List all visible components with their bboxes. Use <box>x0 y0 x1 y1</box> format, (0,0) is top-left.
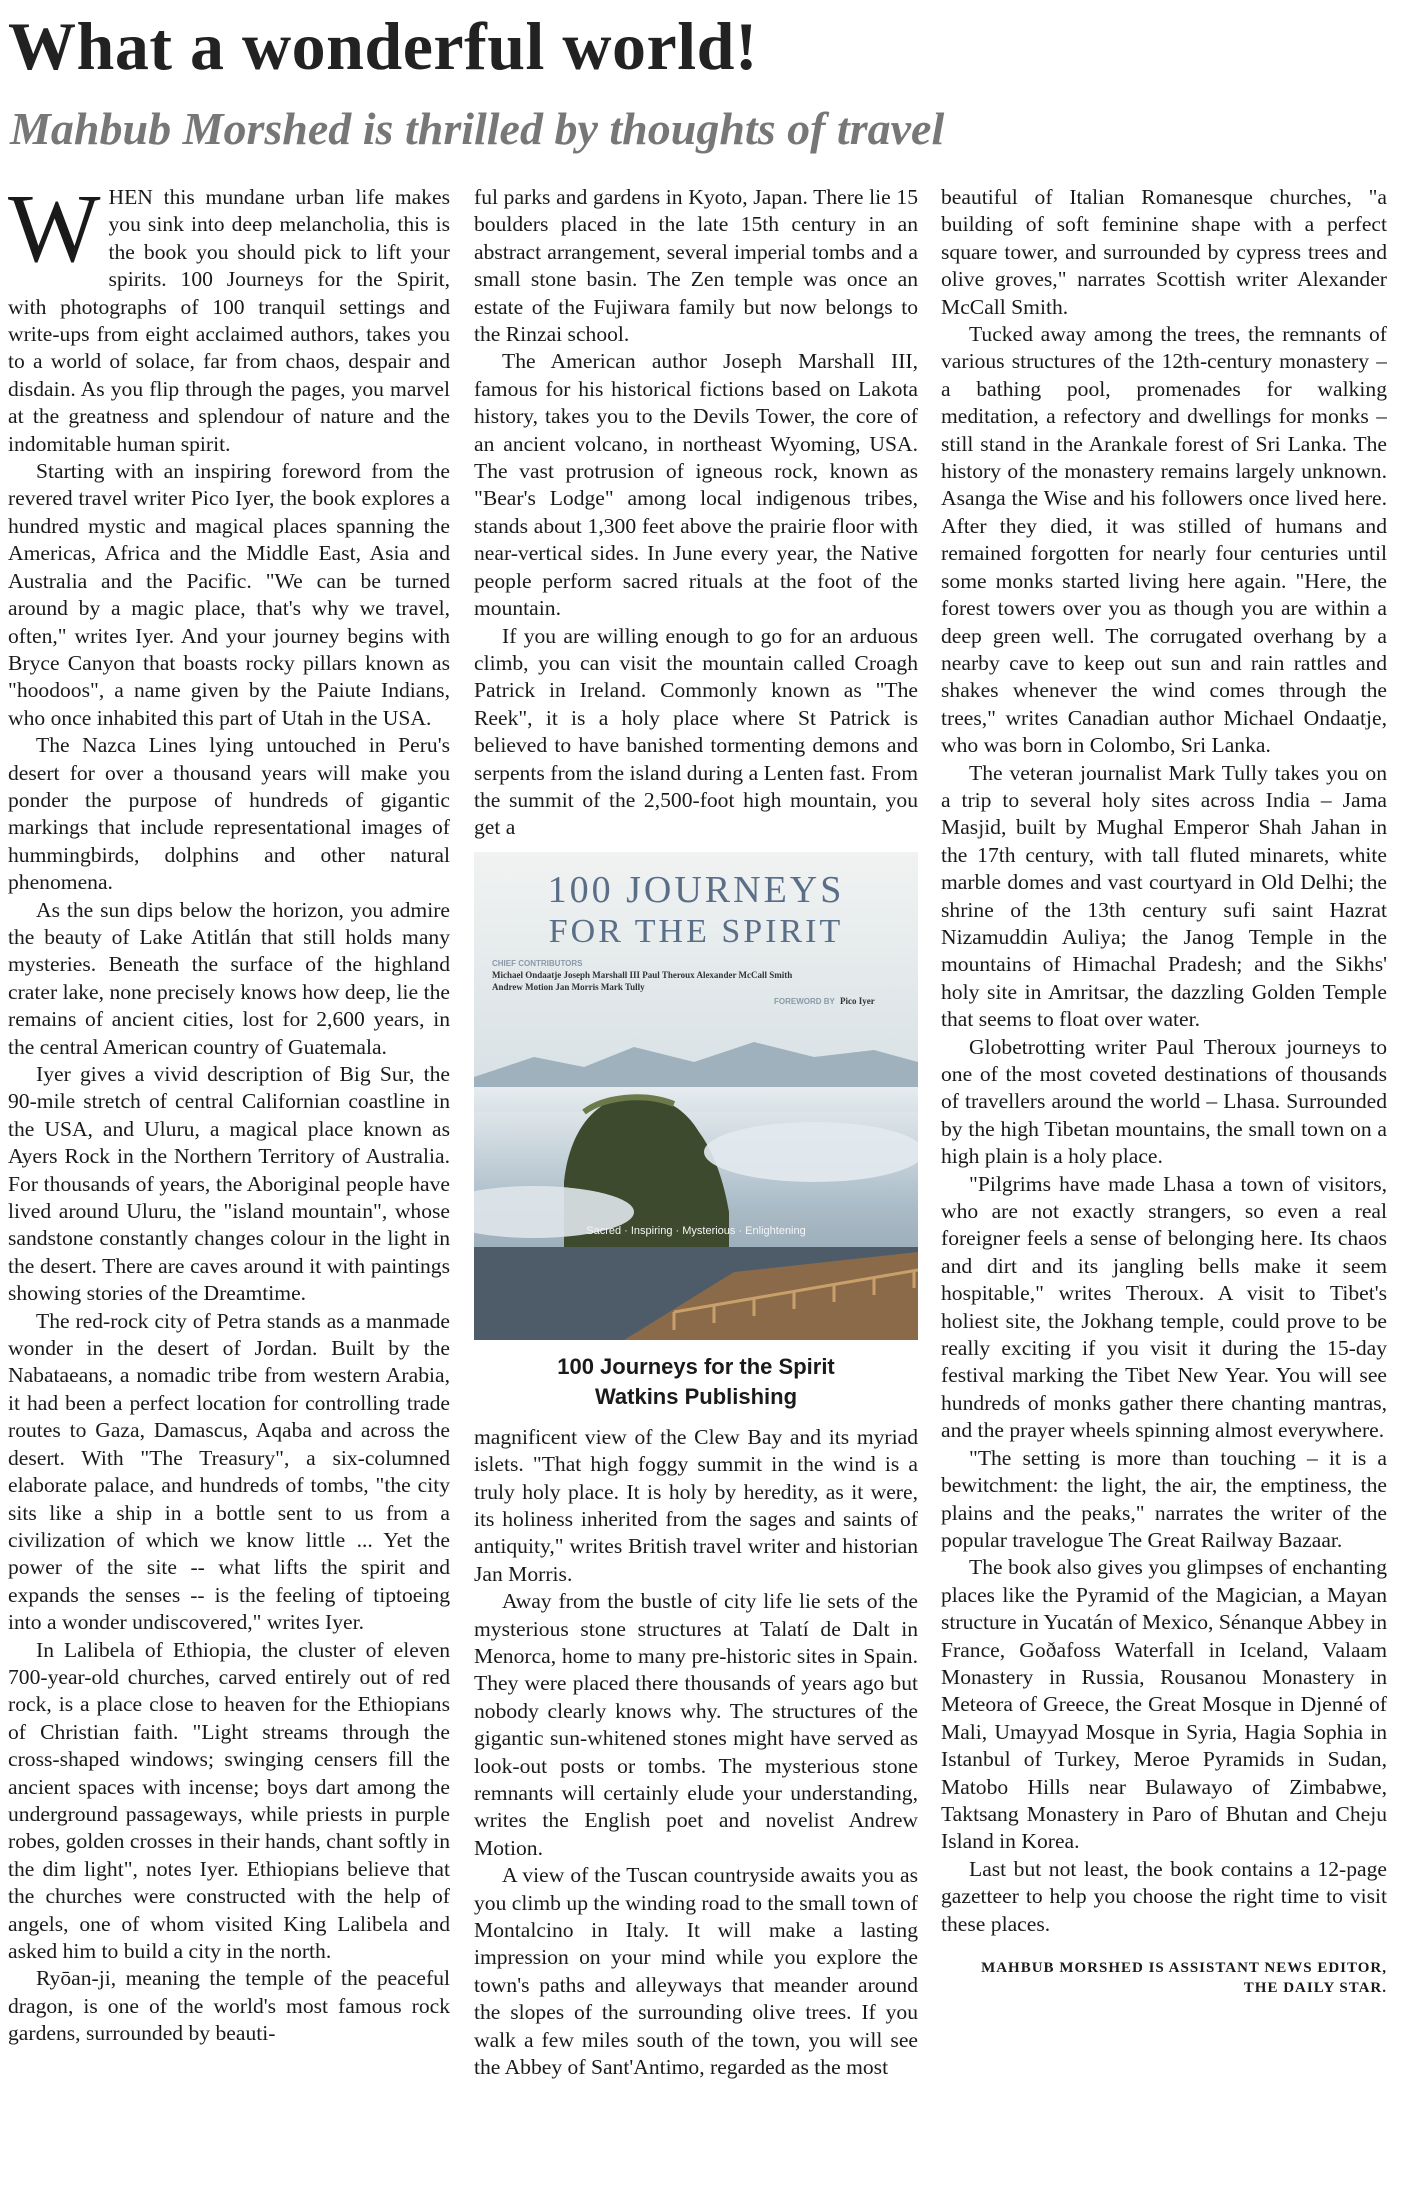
paragraph: Away from the bustle of city life lie sets of the mysterious stone structures at Talatí de Dalt in Menorca, home to many pre-historic sites in Spain. They were placed there thousands of years ago but nobody clearly knows why. The structures of the gigantic sun-whitened stones might have served as look-out posts or tombs. The mysterious stone remnants will certainly elude your understanding, writes the English poet and novelist Andrew Motion. <box>474 1589 918 1860</box>
paragraph: In Lalibela of Ethiopia, the cluster of eleven 700-year-old churches, carved entirely out of red rock, is a place close to heaven for the Ethiopians of Christian faith. "Light streams through the cross-shaped windows; swinging censers fill the ancient spaces with incense; boys dart among the underground passageways, while priests in purple robes, golden crosses in their hands, chant softly in the dim light", notes Iyer. Ethiopians believe that the churches were constructed with the help of angels, one of whom visited King Lalibela and asked him to build a city in the north. <box>8 1637 450 1963</box>
author-credit <box>941 1958 1387 1998</box>
caption-publisher: Watkins Publishing <box>594 1383 798 1409</box>
paragraph: The Nazca Lines lying untouched in Peru's desert for over a thousand years will make you ponder the purpose of hundreds of gigantic markings that include representational images of hummingbirds, dolphins and other natural phenomena. <box>8 733 450 895</box>
paragraph: "Pilgrims have made Lhasa a town of visitors, who are not exactly strangers, so even a real foreigner feels a sense of belonging here. Its chaos and dirt and its jangling bells make it seem hospitable," writes Theroux. A visit to Tibet's holiest site, the Jokhang temple, could prove to be really exciting if you visit it during the 15-day festival marking the Tibet New Year. You will see hundreds of monks gather there chanting mantras, and the prayer wheels spinning almost everywhere. <box>941 1171 1387 1443</box>
cover-tagline: Sacred · Inspiring · Mysterious · Enlightening <box>586 1224 806 1237</box>
paragraph: Ryōan-ji, meaning the temple of the peaceful dragon, is one of the world's most famous rock gardens, surrounded by beauti- <box>8 1966 450 2046</box>
paragraph: If you are willing enough to go for an arduous climb, you can visit the mountain called Croagh Patrick in Ireland. Commonly known as "The Reek", it is a holy place where St Patrick is believed to have banished tormenting demons and serpents from the island during a Lenten fast. From the summit of the 2,500-foot high mountain, you get a <box>474 623 918 840</box>
image-caption <box>474 1352 918 1412</box>
paragraph <box>8 184 450 458</box>
paragraph: The red-rock city of Petra stands as a manmade wonder in the desert of Jordan. Built by the Nabataeans, a nomadic tribe from western Arabia, it had been a perfect location for controlling trade routes to Gaza, Damascus, Aqaba and across the desert. With "The Treasury", a six-columned elaborate palace, and hundreds of tombs, "the city sits like a ship in a bottle sent to us from a civilization of which we know little ... Yet the power of the site -- what lifts the spirit and expands the senses -- is the feeling of tiptoeing into a wonder undiscovered," writes Iyer. <box>8 1308 450 1635</box>
paragraph: ful parks and gardens in Kyoto, Japan. There lie 15 boulders placed in the late 15th century in an abstract arrangement, several imperial tombs and a small stone basin. The Zen temple was once an estate of the Fujiwara family but now belongs to the Rinzai school. <box>474 185 918 347</box>
paragraph: The American author Joseph Marshall III, famous for his historical fictions based on Lakota history, takes you to the Devils Tower, the core of an ancient volcano, in northeast Wyoming, USA. The vast protrusion of igneous rock, known as "Bear's Lodge" among local indigenous tribes, stands about 1,300 feet above the prairie floor with near-vertical sides. In June every year, the Native people perform sacred rituals at the foot of the mountain. <box>474 349 918 621</box>
paragraph: Globetrotting writer Paul Theroux journeys to one of the most coveted destinations of thousands of travellers around the world – Lhasa. Surrounded by the high Tibetan mountains, the small town on a high plain is a holy place. <box>941 1034 1387 1169</box>
paragraph-text: HEN this mundane urban life makes you sink into deep melancholia, this is the book you should pick to lift your spirits. 100 Journeys for the Spirit, with photographs of 100 tranquil settings and write-ups from eight acclaimed authors, takes you to a world of solace, far from chaos, despair and disdain. As you flip through the pages, you marvel at the greatness and splendour of nature and the indomitable human spirit. <box>8 185 450 456</box>
paragraph: Starting with an inspiring foreword from the revered travel writer Pico Iyer, the book explores a hundred mystic and magical places spanning the Americas, Africa and the Middle East, Asia and Australia and the Pacific. "We can be turned around by a magic place, that's why we travel, often," writes Iyer. And your journey begins with Bryce Canyon that boasts rocky pillars known as "hoodoos", a name given by the Paiute Indians, who once inhabited this part of Utah in the USA. <box>8 459 450 730</box>
book-cover-image <box>474 852 918 1340</box>
cover-cloud <box>704 1122 918 1182</box>
subhead: Mahbub Morshed is thrilled by thoughts of travel <box>10 103 945 154</box>
paragraph: beautiful of Italian Romanesque churches, "a building of soft feminine shape with a perfect square tower, and surrounded by cypress trees and olive groves," narrates Scottish writer Alexander McCall Smith. <box>941 185 1387 319</box>
paragraph: Tucked away among the trees, the remnants of various structures of the 12th-century monastery – a bathing pool, promenades for walking meditation, a refectory and dwellings for monks – still stand in the Arankale forest of Sri Lanka. The history of the monastery remains largely unknown. Asanga the Wise and his followers once lived here. After they died, it was stilled of humans and remained forgotten for nearly four centuries until some monks started living here again. "Here, the forest towers over you as though you are within a deep green well. The corrugated overhang by a nearby cave to keep out sun and rain rattles and shakes whenever the wind comes through the trees," writes Canadian author Michael Ondaatje, who was born in Colombo, Sri Lanka. <box>941 322 1387 758</box>
paragraph: The veteran journalist Mark Tully takes you on a trip to several holy sites across India – Jama Masjid, built by Mughal Emperor Shah Jahan in the 17th century, with tall fluted minarets, white marble domes and vast courtyard in Old Delhi; the shrine of the 13th century sufi saint Hazrat Nizamuddin Auliya; the Janog Temple in the mountains of Himachal Pradesh; and the Sikhs' holy site in Amritsar, the dazzling Golden Temple that seems to float over water. <box>941 760 1387 1032</box>
credit-line-2: THE DAILY STAR. <box>1243 1980 1387 1996</box>
drop-cap: W <box>8 184 101 283</box>
headline: What a wonderful world! <box>8 8 759 84</box>
cover-contributors-1: Michael Ondaatje Joseph Marshall III Paul Theroux Alexander McCall Smith <box>492 969 793 980</box>
cover-foreword-label: FOREWORD BY <box>774 996 835 1006</box>
paragraph: The book also gives you glimpses of enchanting places like the Pyramid of the Magician, a Mayan structure in Yucatán of Mexico, Sénanque Abbey in France, Goðafoss Waterfall in Iceland, Valaam Monastery in Russia, Rousanou Monastery in Meteora of Greece, the Great Mosque in Djenné of Mali, Umayyad Mosque in Syria, Hagia Sophia in Istanbul of Turkey, Meroe Pyramids in Sudan, Matobo Hills near Bulawayo of Zimbabwe, Taktsang Monastery in Paro of Bhutan and Cheju Island in Korea. <box>941 1555 1387 1854</box>
column-3 <box>941 184 1387 2194</box>
paragraph: As the sun dips below the horizon, you admire the beauty of Lake Atitlán that still holds many mysteries. Beneath the surface of the highland crater lake, none precisely knows how deep, lie the remains of ancient cities, lost for 2,600 years, in the central American country of Guatemala. <box>8 897 450 1059</box>
credit-line-1: MAHBUB MORSHED IS ASSISTANT NEWS EDITOR, <box>981 1960 1387 1976</box>
paragraph: "The setting is more than touching – it is a bewitchment: the light, the air, the emptiness, the plains and the peaks," narrates the writer of the popular travelogue The Great Railway Bazaar. <box>941 1445 1387 1552</box>
cover-chief-label: CHIEF CONTRIBUTORS <box>492 958 583 968</box>
caption-title: 100 Journeys for the Spirit <box>557 1353 835 1379</box>
paragraph: magnificent view of the Clew Bay and its myriad islets. "That high foggy summit in the wind is a truly holy place. It is holy by heredity, as it were, its holiness inherited from the sages and saints of antiquity," writes British travel writer and historian Jan Morris. <box>474 1424 918 1586</box>
cover-title-line2: FOR THE SPIRIT <box>548 912 844 950</box>
column-2 <box>474 184 918 2194</box>
cover-title-line1: 100 JOURNEYS <box>547 868 845 911</box>
paragraph: Iyer gives a vivid description of Big Sur, the 90-mile stretch of central Californian coastline in the USA, and Uluru, a magical place known as Ayers Rock in the Northern Territory of Australia. For thousands of years, the Aboriginal people have lived around Uluru, the "island mountain", whose sandstone constantly changes colour in the light in the desert. There are caves around it with paintings showing stories of the Dreamtime. <box>8 1062 450 1306</box>
paragraph: Last but not least, the book contains a 12-page gazetteer to help you choose the right time to visit these places. <box>941 1856 1387 1936</box>
cover-contributors-2: Andrew Motion Jan Morris Mark Tully <box>492 981 645 992</box>
column-1 <box>8 184 450 2194</box>
cover-foreword-name: Pico Iyer <box>840 995 875 1006</box>
paragraph: A view of the Tuscan countryside awaits you as you climb up the winding road to the small town of Montalcino in Italy. It will make a lasting impression on your mind while you explore the town's paths and alleyways that meander around the slopes of the surrounding olive trees. If you walk a few miles south of the town, you will see the Abbey of Sant'Antimo, regarded as the most <box>474 1863 918 2080</box>
